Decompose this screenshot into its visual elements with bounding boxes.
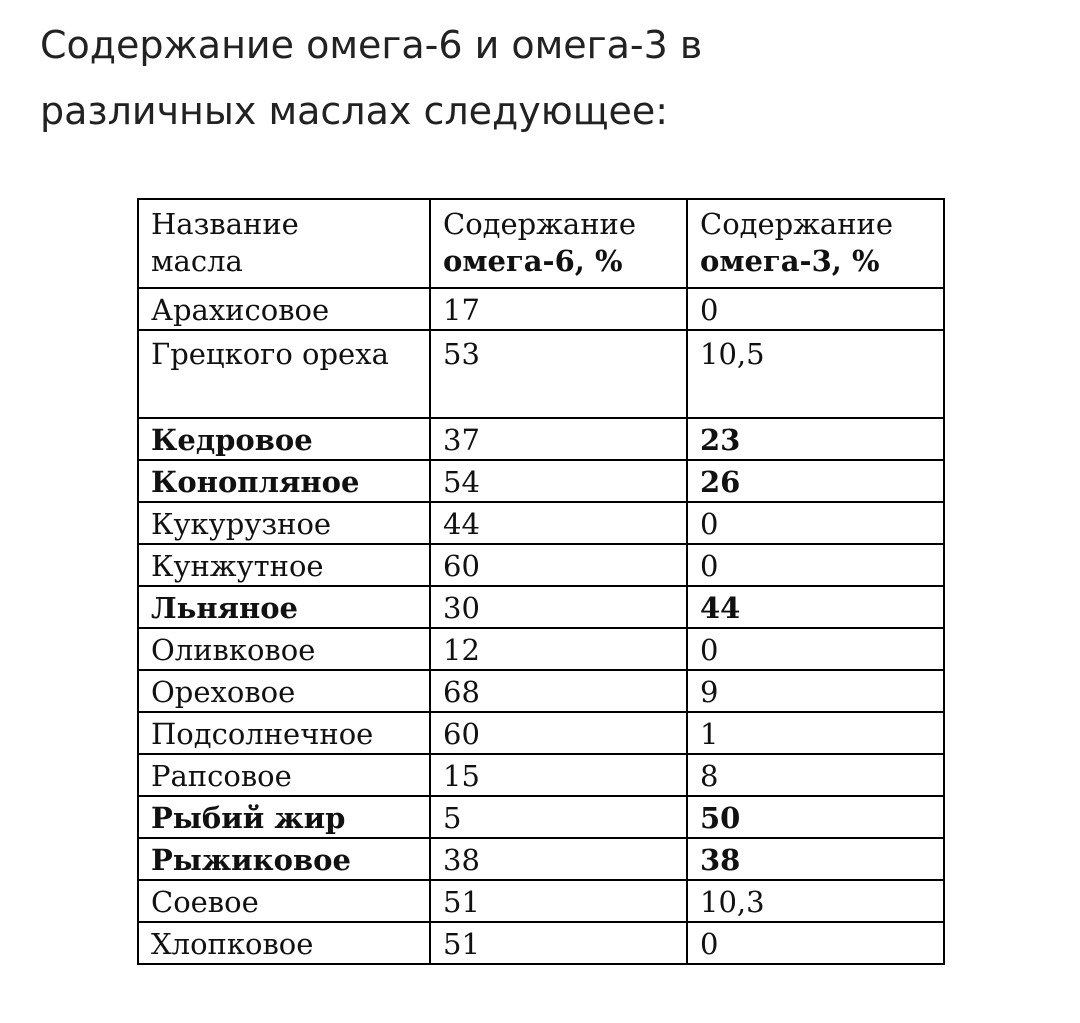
omega6-cell: 51: [430, 880, 687, 922]
omega3-cell: 0: [687, 288, 944, 330]
oil-name-cell: Подсолнечное: [138, 712, 430, 754]
omega6-cell: 68: [430, 670, 687, 712]
omega6-cell: 54: [430, 460, 687, 502]
omega3-cell: 50: [687, 796, 944, 838]
table-row: [138, 880, 944, 922]
omega3-cell: 10,3: [687, 880, 944, 922]
omega3-cell: 0: [687, 628, 944, 670]
header-oil-name: Название масла: [138, 199, 430, 288]
oil-name-cell: Рыжиковое: [138, 838, 430, 880]
page-heading: [40, 12, 1040, 144]
omega6-cell: 44: [430, 502, 687, 544]
oil-name-cell: Льняное: [138, 586, 430, 628]
table-row: [138, 712, 944, 754]
oil-name-cell: Кунжутное: [138, 544, 430, 586]
table-row: [138, 288, 944, 330]
table-row: [138, 460, 944, 502]
oil-name-cell: Грецкого ореха: [138, 330, 430, 418]
omega6-cell: 12: [430, 628, 687, 670]
omega3-cell: 1: [687, 712, 944, 754]
table-row: [138, 544, 944, 586]
table-header-row: [138, 199, 944, 288]
omega3-cell: 38: [687, 838, 944, 880]
table-row: [138, 838, 944, 880]
omega3-cell: 10,5: [687, 330, 944, 418]
oil-name-cell: Соевое: [138, 880, 430, 922]
omega6-cell: 30: [430, 586, 687, 628]
header-omega3: Содержание омега-3, %: [687, 199, 944, 288]
omega3-cell: 0: [687, 502, 944, 544]
table-row: [138, 502, 944, 544]
table-row: [138, 628, 944, 670]
omega3-cell: 9: [687, 670, 944, 712]
omega3-cell: 23: [687, 418, 944, 460]
omega6-cell: 60: [430, 544, 687, 586]
oil-name-cell: Оливковое: [138, 628, 430, 670]
table-row: [138, 754, 944, 796]
omega6-cell: 38: [430, 838, 687, 880]
heading-line-2: различных маслах следующее:: [40, 89, 669, 133]
oil-name-cell: Рыбий жир: [138, 796, 430, 838]
table-row: [138, 418, 944, 460]
oil-name-cell: Кукурузное: [138, 502, 430, 544]
omega6-cell: 17: [430, 288, 687, 330]
oil-name-cell: Кедровое: [138, 418, 430, 460]
table-row: [138, 670, 944, 712]
oil-name-cell: Арахисовое: [138, 288, 430, 330]
omega6-cell: 5: [430, 796, 687, 838]
omega6-cell: 15: [430, 754, 687, 796]
omega6-cell: 60: [430, 712, 687, 754]
table-row: [138, 586, 944, 628]
oil-name-cell: Рапсовое: [138, 754, 430, 796]
header-omega6: Содержание омега-6, %: [430, 199, 687, 288]
omega3-cell: 44: [687, 586, 944, 628]
oil-name-cell: Хлопковое: [138, 922, 430, 964]
oil-omega-table: [137, 198, 945, 965]
omega6-cell: 53: [430, 330, 687, 418]
omega6-cell: 51: [430, 922, 687, 964]
omega3-cell: 0: [687, 544, 944, 586]
table-row: [138, 796, 944, 838]
oil-name-cell: Конопляное: [138, 460, 430, 502]
omega3-cell: 0: [687, 922, 944, 964]
table-row: [138, 330, 944, 418]
heading-line-1: Содержание омега-6 и омега-3 в: [40, 23, 703, 67]
omega3-cell: 8: [687, 754, 944, 796]
omega6-cell: 37: [430, 418, 687, 460]
oil-name-cell: Ореховое: [138, 670, 430, 712]
omega3-cell: 26: [687, 460, 944, 502]
table-row: [138, 922, 944, 964]
